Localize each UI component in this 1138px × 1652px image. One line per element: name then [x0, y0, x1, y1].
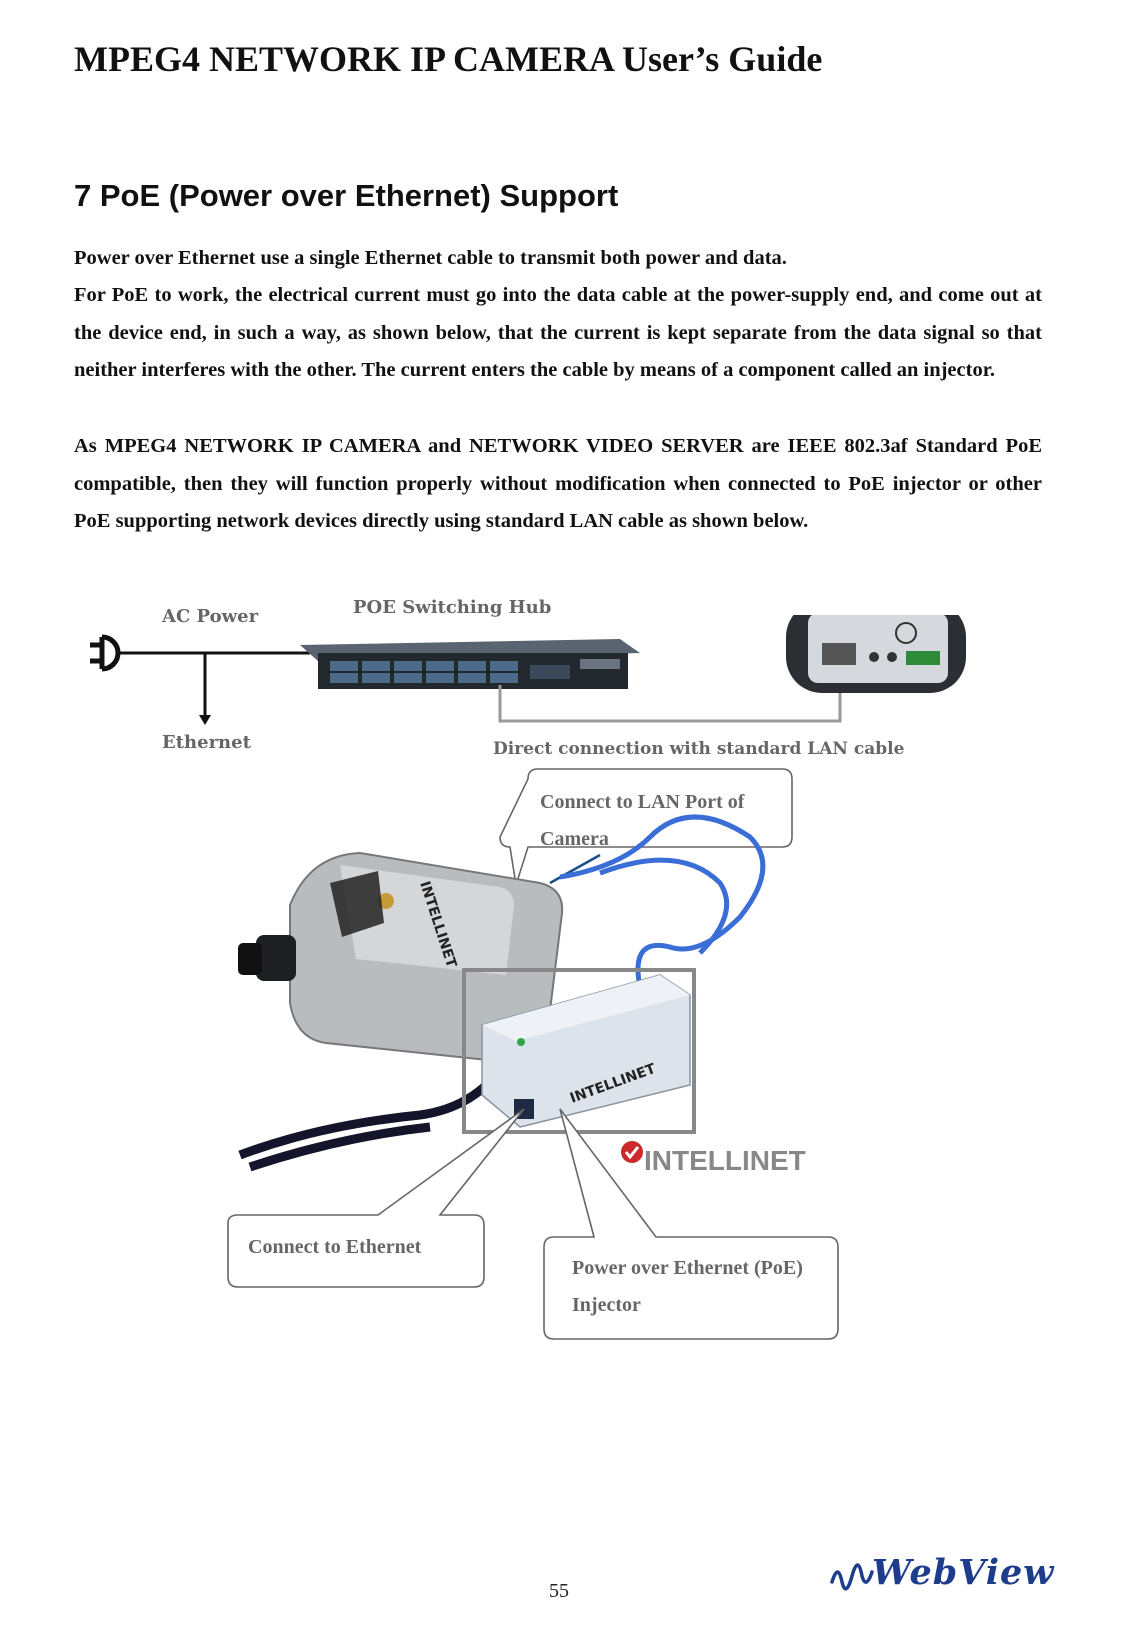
paragraph-intro: Power over Ethernet use a single Ethernet cable to transmit both power and data.	[74, 247, 787, 269]
callout-lan-text-line1: Connect to LAN Port of	[540, 791, 745, 813]
paragraph-compatibility: As MPEG4 NETWORK IP CAMERA and NETWORK VIDEO SERVER are IEEE 802.3af Standard PoE compatible, then they will function properly without modification when connected to PoE injector or other PoE supporting network devices directly using standard LAN cable as shown below.	[74, 435, 1042, 532]
ac-plug-icon	[90, 637, 118, 669]
intellinet-brand-label: INTELLINET	[644, 1145, 806, 1176]
callout-poe-text-line1: Power over Ethernet (PoE)	[572, 1257, 803, 1279]
webview-logo-text: WebView	[872, 1552, 1055, 1593]
ac-power-label: AC Power	[162, 606, 259, 627]
injector-brand-text: INTELLINET	[567, 1060, 658, 1107]
direct-connection-label: Direct connection with standard LAN cable	[493, 739, 905, 759]
camera-brand-text: INTELLINET	[416, 879, 460, 970]
poe-switch-hub	[300, 639, 640, 689]
callout-poe-text-line2: Injector	[572, 1294, 641, 1316]
hub-label: POE Switching Hub	[353, 597, 552, 618]
page-number: 55	[549, 1580, 569, 1602]
intellinet-logo-icon	[621, 1141, 643, 1163]
webview-logo-icon	[830, 1554, 874, 1598]
ethernet-label: Ethernet	[162, 732, 251, 753]
lan-cable-line	[500, 685, 840, 721]
document-title: MPEG4 NETWORK IP CAMERA User’s Guide	[74, 39, 823, 79]
paragraph-how-it-works: For PoE to work, the electrical current must go into the data cable at the power-supply end, and come out at the device end, in such a way, as shown below, that the current is kept separate from the data signal so that neither interferes with the other. The current enters the cable by means of a component called an injector.	[74, 284, 1042, 381]
webview-logo	[830, 1552, 1055, 1600]
callout-ethernet-text: Connect to Ethernet	[248, 1236, 422, 1258]
camera-back-panel	[786, 615, 966, 693]
section-heading: 7 PoE (Power over Ethernet) Support	[74, 178, 619, 213]
callout-lan-text-line2: Camera	[540, 828, 609, 850]
ethernet-arrow	[199, 715, 211, 725]
poe-connection-figure	[80, 597, 1040, 1410]
